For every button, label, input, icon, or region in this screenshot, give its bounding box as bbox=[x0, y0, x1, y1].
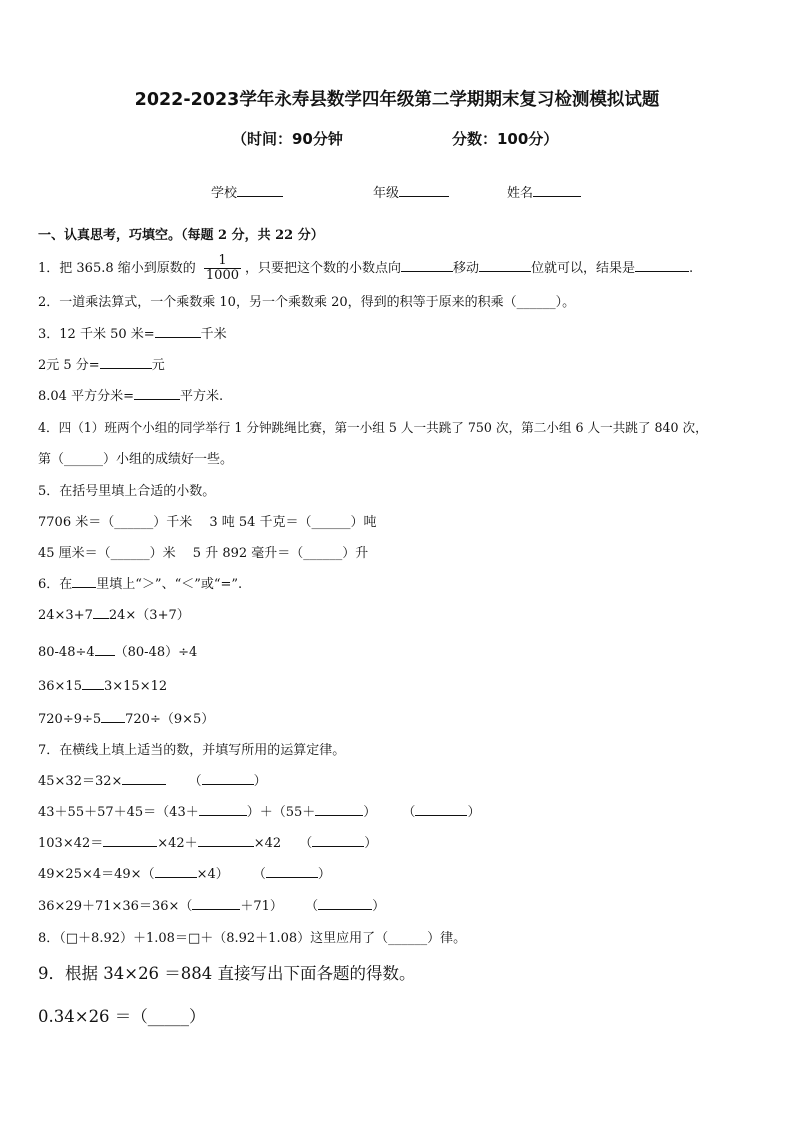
q3b-blank[interactable] bbox=[100, 356, 152, 369]
q6-right: 24×（3+7） bbox=[108, 608, 190, 623]
q1-text: 位就可以，结果是 bbox=[531, 261, 636, 276]
q7-row-1 bbox=[38, 770, 267, 789]
q1-prefix: 1．把 365.8 缩小到原数的 bbox=[38, 261, 196, 276]
q7-text: ） bbox=[363, 805, 377, 820]
q7-paren: （ bbox=[402, 805, 416, 820]
q6-left: 720÷9÷5 bbox=[38, 712, 102, 727]
q1-end: . bbox=[689, 261, 694, 276]
q6-expr-2 bbox=[38, 641, 197, 660]
question-9: 9．根据 34×26 ＝884 直接写出下面各题的得数。 bbox=[38, 964, 416, 983]
q7-blank[interactable] bbox=[315, 803, 363, 816]
q6-text: 里填上“＞”、“＜”或“=”. bbox=[96, 577, 243, 592]
q6-expr-3 bbox=[38, 677, 167, 694]
school-field bbox=[211, 182, 283, 201]
q6-left: 36×15 bbox=[38, 679, 82, 694]
question-4-line2: 第（______）小组的成绩好一些。 bbox=[38, 452, 234, 467]
q7-text: ×42 bbox=[253, 836, 282, 851]
q7-paren: ） bbox=[467, 805, 481, 820]
q7-law-blank[interactable] bbox=[202, 772, 254, 785]
q1-blank-direction[interactable] bbox=[401, 259, 453, 272]
q7-row-2 bbox=[38, 801, 480, 820]
question-3a bbox=[38, 323, 227, 342]
q7-law-blank[interactable] bbox=[312, 834, 364, 847]
q6-blank-sample bbox=[72, 575, 96, 588]
q3c-text: 8.04 平方分米= bbox=[38, 389, 134, 404]
score-label: 分数：100分） bbox=[452, 130, 559, 148]
q3a-unit: 千米 bbox=[200, 327, 227, 342]
question-8: 8．（□＋8.92）＋1.08＝□＋（8.92＋1.08）这里应用了（______）律。 bbox=[38, 931, 467, 946]
q6-left: 24×3+7 bbox=[38, 608, 93, 623]
section-heading: 一、认真思考，巧填空。（每题 2 分，共 22 分） bbox=[38, 228, 324, 243]
q7-blank[interactable] bbox=[122, 772, 166, 785]
q6-blank[interactable] bbox=[82, 677, 104, 690]
q6-blank[interactable] bbox=[93, 606, 109, 619]
school-label: 学校 bbox=[211, 186, 238, 201]
q3c-blank[interactable] bbox=[134, 387, 180, 400]
fraction-denominator: 1000 bbox=[205, 268, 239, 283]
q7-paren: （ bbox=[305, 899, 319, 914]
question-2: 2．一道乘法算式，一个乘数乘 10，另一个乘数乘 20，得到的积等于原来的积乘（______）。 bbox=[38, 295, 576, 310]
question-4-line1: 4．四（1）班两个小组的同学举行 1 分钟跳绳比赛，第一小组 5 人一共跳了 750 次，第二小组 6 人一共跳了 840 次， bbox=[38, 420, 708, 435]
question-3c bbox=[38, 385, 223, 404]
q3b-unit: 元 bbox=[151, 358, 165, 373]
grade-label: 年级 bbox=[373, 186, 400, 201]
fraction-numerator: 1 bbox=[204, 254, 241, 269]
q7-paren: ） bbox=[317, 867, 331, 882]
q1-blank-result[interactable] bbox=[635, 259, 689, 272]
q1-text: 移动 bbox=[453, 261, 480, 276]
question-7-intro: 7．在横线上填上适当的数，并填写所用的运算定律。 bbox=[38, 743, 346, 758]
q7-law-blank[interactable] bbox=[318, 897, 372, 910]
q7-paren: （ bbox=[299, 836, 313, 851]
exam-title: 2022-2023学年永寿县数学四年级第二学期期末复习检测模拟试题 bbox=[134, 90, 660, 110]
q6-right: 3×15×12 bbox=[103, 679, 168, 694]
q7-row-4 bbox=[38, 863, 331, 882]
q7-text: 36×29＋71×36＝36×（ bbox=[38, 899, 193, 914]
q1-blank-places[interactable] bbox=[479, 259, 531, 272]
q7-paren: ） bbox=[372, 899, 386, 914]
q3b-text: 2元 5 分= bbox=[38, 358, 100, 373]
q7-text: 103×42＝ bbox=[38, 836, 104, 851]
q7-text: 45×32＝32× bbox=[38, 774, 123, 789]
q6-right: 720÷（9×5） bbox=[125, 712, 215, 727]
question-5-intro: 5．在括号里填上合适的小数。 bbox=[38, 484, 216, 499]
q6-expr-1 bbox=[38, 604, 190, 623]
q6-blank[interactable] bbox=[101, 710, 125, 723]
q7-blank[interactable] bbox=[103, 834, 157, 847]
q7-row-3 bbox=[38, 832, 377, 851]
q6-expr-4 bbox=[38, 708, 214, 727]
q7-blank[interactable] bbox=[192, 897, 240, 910]
q1-text: ，只要把这个数的小数点向 bbox=[245, 261, 402, 276]
grade-blank[interactable] bbox=[399, 184, 449, 197]
q7-paren: （ bbox=[188, 774, 202, 789]
grade-field bbox=[373, 182, 449, 201]
q3c-unit: 平方米. bbox=[179, 389, 224, 404]
q7-paren: ） bbox=[253, 774, 267, 789]
q7-text: ＋71） bbox=[240, 899, 283, 914]
question-6-intro bbox=[38, 573, 242, 592]
question-5-row2: 45 厘米＝（______）米 5 升 892 毫升＝（______）升 bbox=[38, 546, 369, 561]
question-3b bbox=[38, 354, 165, 373]
q7-law-blank[interactable] bbox=[266, 865, 318, 878]
q7-blank[interactable] bbox=[155, 865, 197, 878]
q6-text: 6．在 bbox=[38, 577, 73, 592]
q6-blank[interactable] bbox=[95, 643, 115, 656]
q6-left: 80-48÷4 bbox=[38, 645, 95, 660]
q7-text: 49×25×4＝49×（ bbox=[38, 867, 155, 882]
name-field bbox=[507, 182, 581, 201]
fraction bbox=[204, 254, 241, 283]
question-1 bbox=[38, 254, 693, 283]
q3a-text: 3．12 千米 50 米= bbox=[38, 327, 155, 342]
q7-blank[interactable] bbox=[199, 803, 247, 816]
q7-row-5 bbox=[38, 895, 385, 914]
school-blank[interactable] bbox=[237, 184, 283, 197]
time-label: （时间：90分钟 bbox=[232, 130, 343, 148]
name-blank[interactable] bbox=[533, 184, 581, 197]
q7-paren: （ bbox=[252, 867, 266, 882]
q7-blank[interactable] bbox=[198, 834, 254, 847]
q7-law-blank[interactable] bbox=[415, 803, 467, 816]
name-label: 姓名 bbox=[507, 186, 534, 201]
q6-right: （80-48）÷4 bbox=[114, 645, 198, 660]
q3a-blank[interactable] bbox=[155, 325, 201, 338]
q7-text: ×42＋ bbox=[157, 836, 198, 851]
question-5-row1: 7706 米＝（______）千米 3 吨 54 千克＝（______）吨 bbox=[38, 515, 377, 530]
q7-text: ×4） bbox=[196, 867, 229, 882]
question-9-sub: 0.34×26 ＝（_____） bbox=[38, 1007, 206, 1026]
q7-text: 43＋55＋57＋45＝（43＋ bbox=[38, 805, 199, 820]
q7-paren: ） bbox=[364, 836, 378, 851]
q7-text: ）＋（55＋ bbox=[246, 805, 316, 820]
